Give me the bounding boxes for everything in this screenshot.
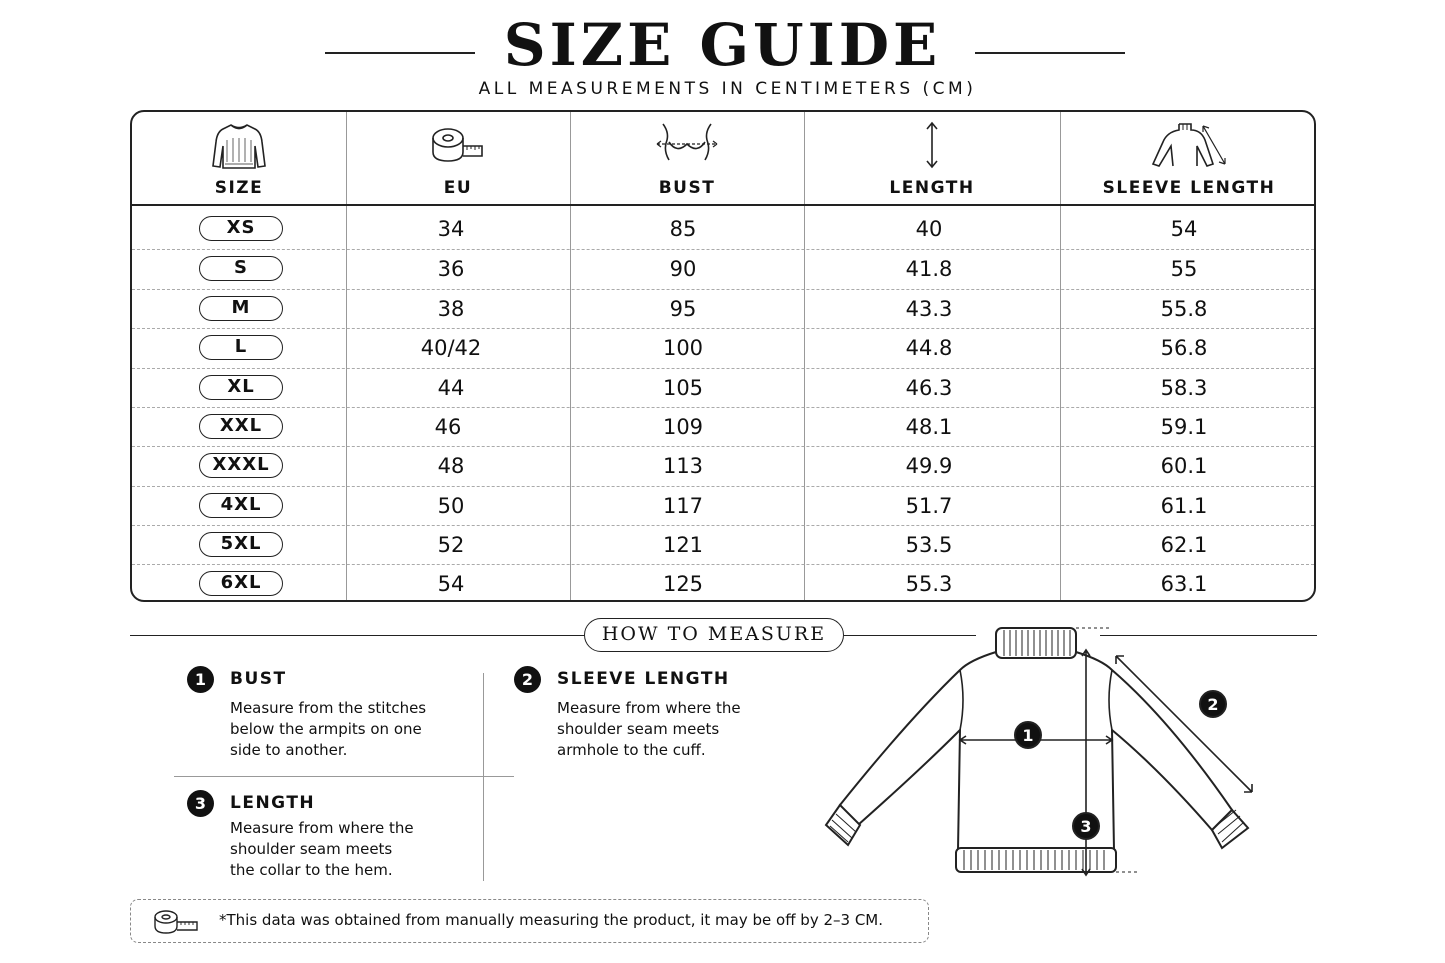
column-label-bust: BUST — [658, 178, 716, 198]
cell-bust: 125 — [662, 572, 704, 596]
cell-sleeve: 55 — [1170, 257, 1198, 281]
cell-length: 46.3 — [905, 376, 953, 400]
column-label-size: SIZE — [214, 178, 264, 198]
measure-desc-length — [230, 818, 414, 881]
table-row — [132, 210, 1314, 249]
column-header-size — [132, 112, 346, 204]
tape-measure-icon — [153, 908, 199, 936]
cell-length: 44.8 — [905, 336, 953, 360]
column-label-eu: EU — [443, 178, 473, 198]
table-row — [132, 446, 1314, 486]
table-row — [132, 525, 1314, 565]
cell-eu: 38 — [437, 297, 465, 321]
cell-bust: 95 — [669, 297, 697, 321]
size-table — [130, 110, 1316, 602]
header-separator — [132, 204, 1314, 206]
cell-sleeve: 60.1 — [1160, 454, 1208, 478]
column-label-sleeve-length: SLEEVE LENGTH — [1102, 178, 1276, 198]
cell-sleeve: 62.1 — [1160, 533, 1208, 557]
step-number: 1 — [187, 666, 214, 693]
diagram-marker-2: 2 — [1207, 695, 1219, 714]
table-row — [132, 564, 1314, 602]
cell-length: 49.9 — [905, 454, 953, 478]
size-badge: M — [199, 296, 283, 321]
table-row — [132, 368, 1314, 408]
cell-sleeve: 58.3 — [1160, 376, 1208, 400]
cell-eu: 34 — [437, 217, 465, 241]
cell-sleeve: 56.8 — [1160, 336, 1208, 360]
sweater-diagram — [820, 620, 1260, 885]
measure-desc-bust — [230, 698, 426, 761]
page-subtitle: ALL MEASUREMENTS IN CENTIMETERS (CM) — [478, 79, 977, 99]
sleeve-icon — [1149, 120, 1229, 170]
size-badge: 6XL — [199, 571, 283, 596]
diagram-marker-1: 1 — [1022, 726, 1034, 745]
cell-length: 40 — [915, 217, 943, 241]
cell-bust: 105 — [662, 376, 704, 400]
cell-eu: 54 — [437, 572, 465, 596]
table-row — [132, 328, 1314, 368]
cell-eu: 44 — [437, 376, 465, 400]
title-rule-right — [975, 52, 1125, 54]
disclaimer-note — [130, 899, 929, 943]
size-badge: XXL — [199, 414, 283, 439]
cell-sleeve: 61.1 — [1160, 494, 1208, 518]
section-rule-left — [130, 635, 585, 636]
sweater-icon — [211, 120, 267, 172]
table-row — [132, 407, 1314, 447]
table-row — [132, 486, 1314, 526]
step-number: 2 — [514, 666, 541, 693]
measure-title-sleeve: SLEEVE LENGTH — [557, 669, 730, 689]
desc-line: the collar to the hem. — [230, 861, 393, 879]
cell-eu: 50 — [437, 494, 465, 518]
measure-title-bust: BUST — [230, 669, 287, 689]
cell-length: 48.1 — [905, 415, 953, 439]
cell-length: 41.8 — [905, 257, 953, 281]
cell-sleeve: 55.8 — [1160, 297, 1208, 321]
size-badge: 5XL — [199, 532, 283, 557]
cell-bust: 109 — [662, 415, 704, 439]
measure-title-length: LENGTH — [230, 793, 316, 813]
column-header-bust — [570, 112, 804, 204]
diagram-marker-3: 3 — [1080, 817, 1092, 836]
column-header-length — [804, 112, 1060, 204]
desc-line: below the armpits on one — [230, 720, 422, 738]
section-divider-vertical — [483, 673, 484, 881]
size-badge: XL — [199, 375, 283, 400]
cell-eu: 46 — [434, 415, 462, 439]
cell-eu: 52 — [437, 533, 465, 557]
desc-line: Measure from where the — [557, 699, 741, 717]
cell-eu: 48 — [437, 454, 465, 478]
cell-bust: 121 — [662, 533, 704, 557]
title-rule-left — [325, 52, 475, 54]
desc-line: shoulder seam meets — [230, 840, 393, 858]
size-badge: XS — [199, 216, 283, 241]
cell-sleeve: 59.1 — [1160, 415, 1208, 439]
cell-length: 51.7 — [905, 494, 953, 518]
vertical-arrow-icon — [925, 120, 939, 170]
column-label-length: LENGTH — [889, 178, 975, 198]
page-title: SIZE GUIDE — [503, 11, 942, 79]
desc-line: armhole to the cuff. — [557, 741, 706, 759]
desc-line: Measure from the stitches — [230, 699, 427, 717]
cell-length: 55.3 — [905, 572, 953, 596]
column-header-sleeve-length — [1060, 112, 1316, 204]
cell-eu: 36 — [437, 257, 465, 281]
bust-icon — [655, 120, 719, 170]
size-badge: S — [199, 256, 283, 281]
step-number: 3 — [187, 790, 214, 817]
disclaimer-text: *This data was obtained from manually measuring the product, it may be off by 2–3 CM. — [219, 911, 884, 929]
desc-line: shoulder seam meets — [557, 720, 720, 738]
cell-eu: 40/42 — [420, 336, 482, 360]
cell-bust: 117 — [662, 494, 704, 518]
measure-desc-sleeve — [557, 698, 741, 761]
desc-line: side to another. — [230, 741, 348, 759]
cell-bust: 85 — [669, 217, 697, 241]
size-badge: L — [199, 335, 283, 360]
cell-length: 43.3 — [905, 297, 953, 321]
cell-sleeve: 54 — [1170, 217, 1198, 241]
cell-bust: 113 — [662, 454, 704, 478]
cell-bust: 100 — [662, 336, 704, 360]
size-badge: 4XL — [199, 493, 283, 518]
cell-sleeve: 63.1 — [1160, 572, 1208, 596]
how-to-measure-heading: HOW TO MEASURE — [584, 618, 844, 652]
size-badge: XXXL — [199, 453, 283, 478]
tape-measure-icon — [430, 124, 486, 168]
desc-line: Measure from where the — [230, 819, 414, 837]
cell-length: 53.5 — [905, 533, 953, 557]
section-divider-horizontal — [174, 776, 514, 777]
table-row — [132, 289, 1314, 329]
cell-bust: 90 — [669, 257, 697, 281]
table-row — [132, 249, 1314, 289]
column-header-eu — [346, 112, 570, 204]
